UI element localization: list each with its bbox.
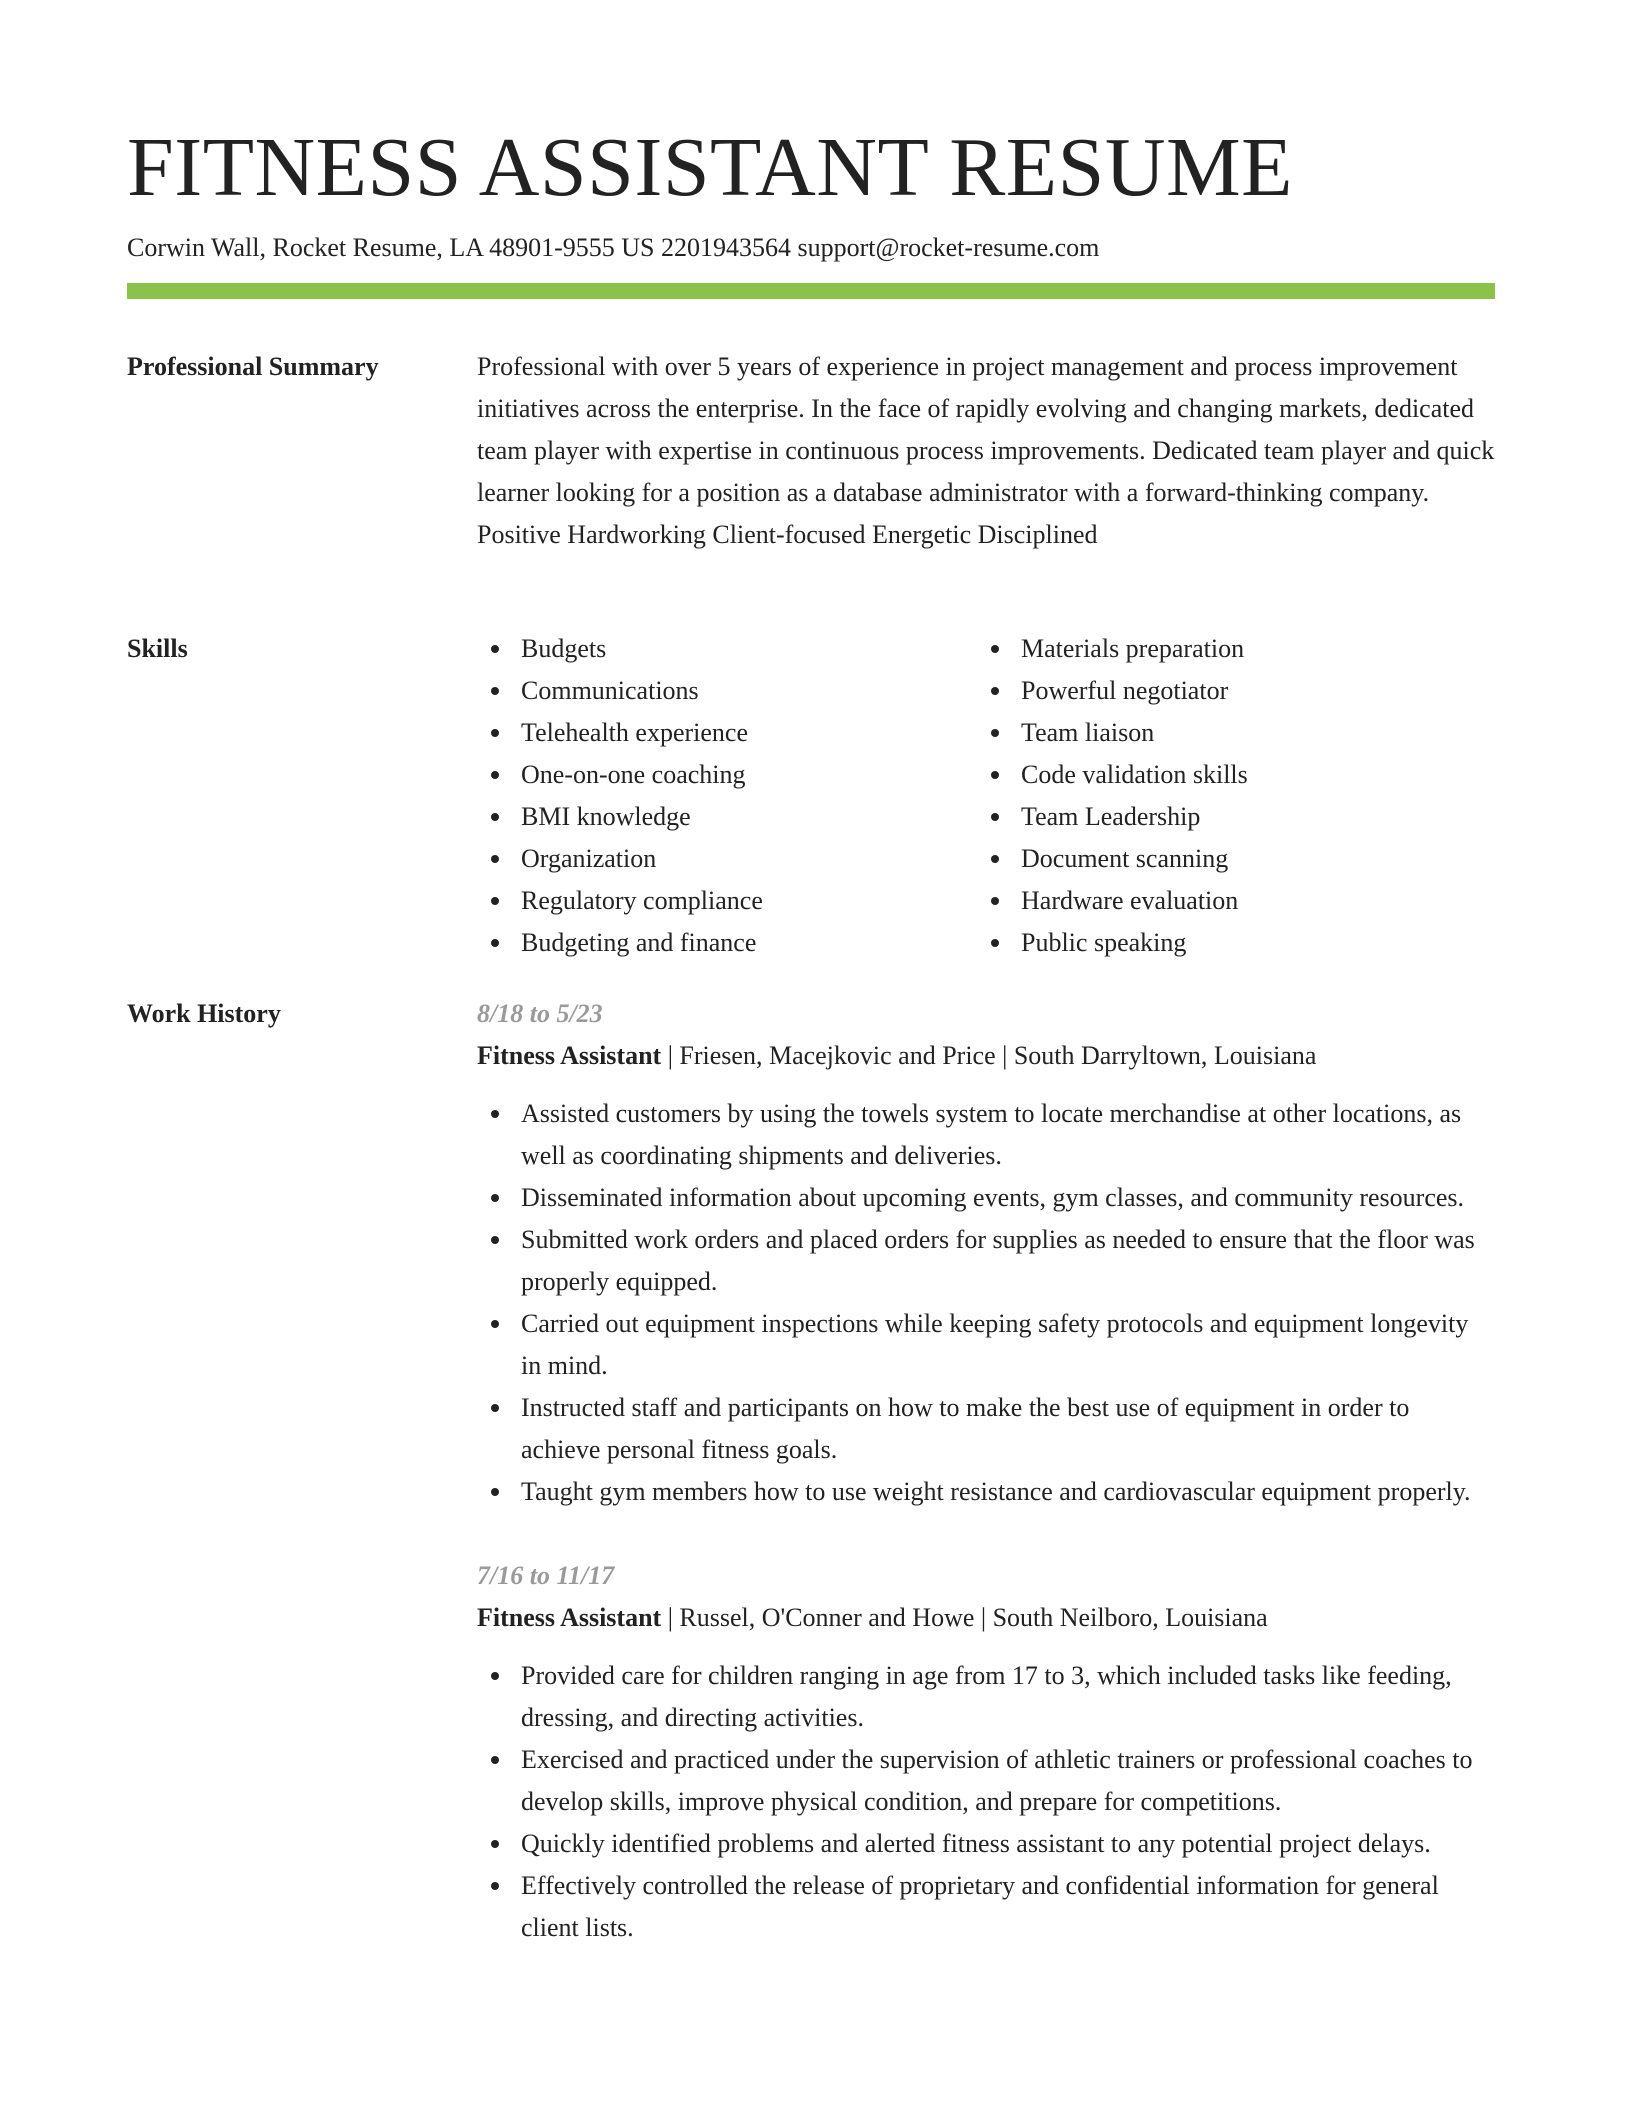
skills-label: Skills bbox=[127, 634, 188, 663]
skill-item: Organization bbox=[477, 838, 977, 880]
job-duty: Taught gym members how to use weight resistance and cardiovascular equipment properly. bbox=[477, 1471, 1495, 1513]
job-heading bbox=[477, 1035, 1495, 1077]
skills-columns bbox=[477, 628, 1495, 964]
summary-label: Professional Summary bbox=[127, 352, 379, 381]
skill-item: One-on-one coaching bbox=[477, 754, 977, 796]
skill-item: Materials preparation bbox=[977, 628, 1477, 670]
job-employer-location: | Friesen, Macejkovic and Price | South Darryltown, Louisiana bbox=[661, 1041, 1317, 1070]
skill-item: Team liaison bbox=[977, 712, 1477, 754]
skill-item: Code validation skills bbox=[977, 754, 1477, 796]
skill-item: BMI knowledge bbox=[477, 796, 977, 838]
job-dates: 8/18 to 5/23 bbox=[477, 999, 603, 1028]
job-duty: Assisted customers by using the towels system to locate merchandise at other locations, as well as coordinating shipments and deliveries. bbox=[477, 1093, 1495, 1177]
skills-list-right bbox=[977, 628, 1477, 964]
work-history-section bbox=[477, 993, 1495, 1949]
skill-item: Budgeting and finance bbox=[477, 922, 977, 964]
skill-item: Telehealth experience bbox=[477, 712, 977, 754]
skill-item: Powerful negotiator bbox=[977, 670, 1477, 712]
summary-section bbox=[477, 346, 1495, 556]
job-duty: Submitted work orders and placed orders for supplies as needed to ensure that the floor was properly equipped. bbox=[477, 1219, 1495, 1303]
job-entry bbox=[477, 1555, 1495, 1949]
job-duty: Effectively controlled the release of proprietary and confidential information for general client lists. bbox=[477, 1865, 1495, 1949]
work-history-label: Work History bbox=[127, 999, 281, 1028]
skill-item: Team Leadership bbox=[977, 796, 1477, 838]
skill-item: Hardware evaluation bbox=[977, 880, 1477, 922]
skills-list-left bbox=[477, 628, 977, 964]
job-duties-list bbox=[477, 1093, 1495, 1513]
skill-item: Public speaking bbox=[977, 922, 1477, 964]
job-duty: Instructed staff and participants on how to make the best use of equipment in order to achieve personal fitness goals. bbox=[477, 1387, 1495, 1471]
skill-item: Document scanning bbox=[977, 838, 1477, 880]
summary-text: Professional with over 5 years of experience in project management and process improvement initiatives across the enterprise. In the face of rapidly evolving and changing markets, dedicated team player with expertise in continuous process improvements. Dedicated team player and quick learner looking for a position as a database administrator with a forward-thinking company. Positive Hardworking Client-focused Energetic Disciplined bbox=[477, 352, 1495, 549]
job-duty: Exercised and practiced under the supervision of athletic trainers or professional coaches to develop skills, improve physical condition, and prepare for competitions. bbox=[477, 1739, 1495, 1823]
contact-line: Corwin Wall, Rocket Resume, LA 48901-9555 US 2201943564 support@rocket-resume.com bbox=[127, 233, 1100, 262]
job-duty: Disseminated information about upcoming events, gym classes, and community resources. bbox=[477, 1177, 1495, 1219]
job-employer-location: | Russel, O'Conner and Howe | South Neilboro, Louisiana bbox=[661, 1603, 1268, 1632]
skill-item: Budgets bbox=[477, 628, 977, 670]
job-duty: Carried out equipment inspections while keeping safety protocols and equipment longevity in mind. bbox=[477, 1303, 1495, 1387]
job-duty: Provided care for children ranging in age from 17 to 3, which included tasks like feeding, dressing, and directing activities. bbox=[477, 1655, 1495, 1739]
job-title: Fitness Assistant bbox=[477, 1041, 662, 1070]
job-duties-list bbox=[477, 1655, 1495, 1949]
job-dates: 7/16 to 11/17 bbox=[477, 1561, 615, 1590]
skill-item: Communications bbox=[477, 670, 977, 712]
skills-section bbox=[477, 628, 1495, 964]
job-heading bbox=[477, 1597, 1495, 1639]
job-duty: Quickly identified problems and alerted fitness assistant to any potential project delays. bbox=[477, 1823, 1495, 1865]
resume-title: FITNESS ASSISTANT RESUME bbox=[127, 121, 1293, 214]
header-divider bbox=[127, 283, 1495, 299]
skill-item: Regulatory compliance bbox=[477, 880, 977, 922]
job-entry bbox=[477, 993, 1495, 1513]
job-title: Fitness Assistant bbox=[477, 1603, 662, 1632]
